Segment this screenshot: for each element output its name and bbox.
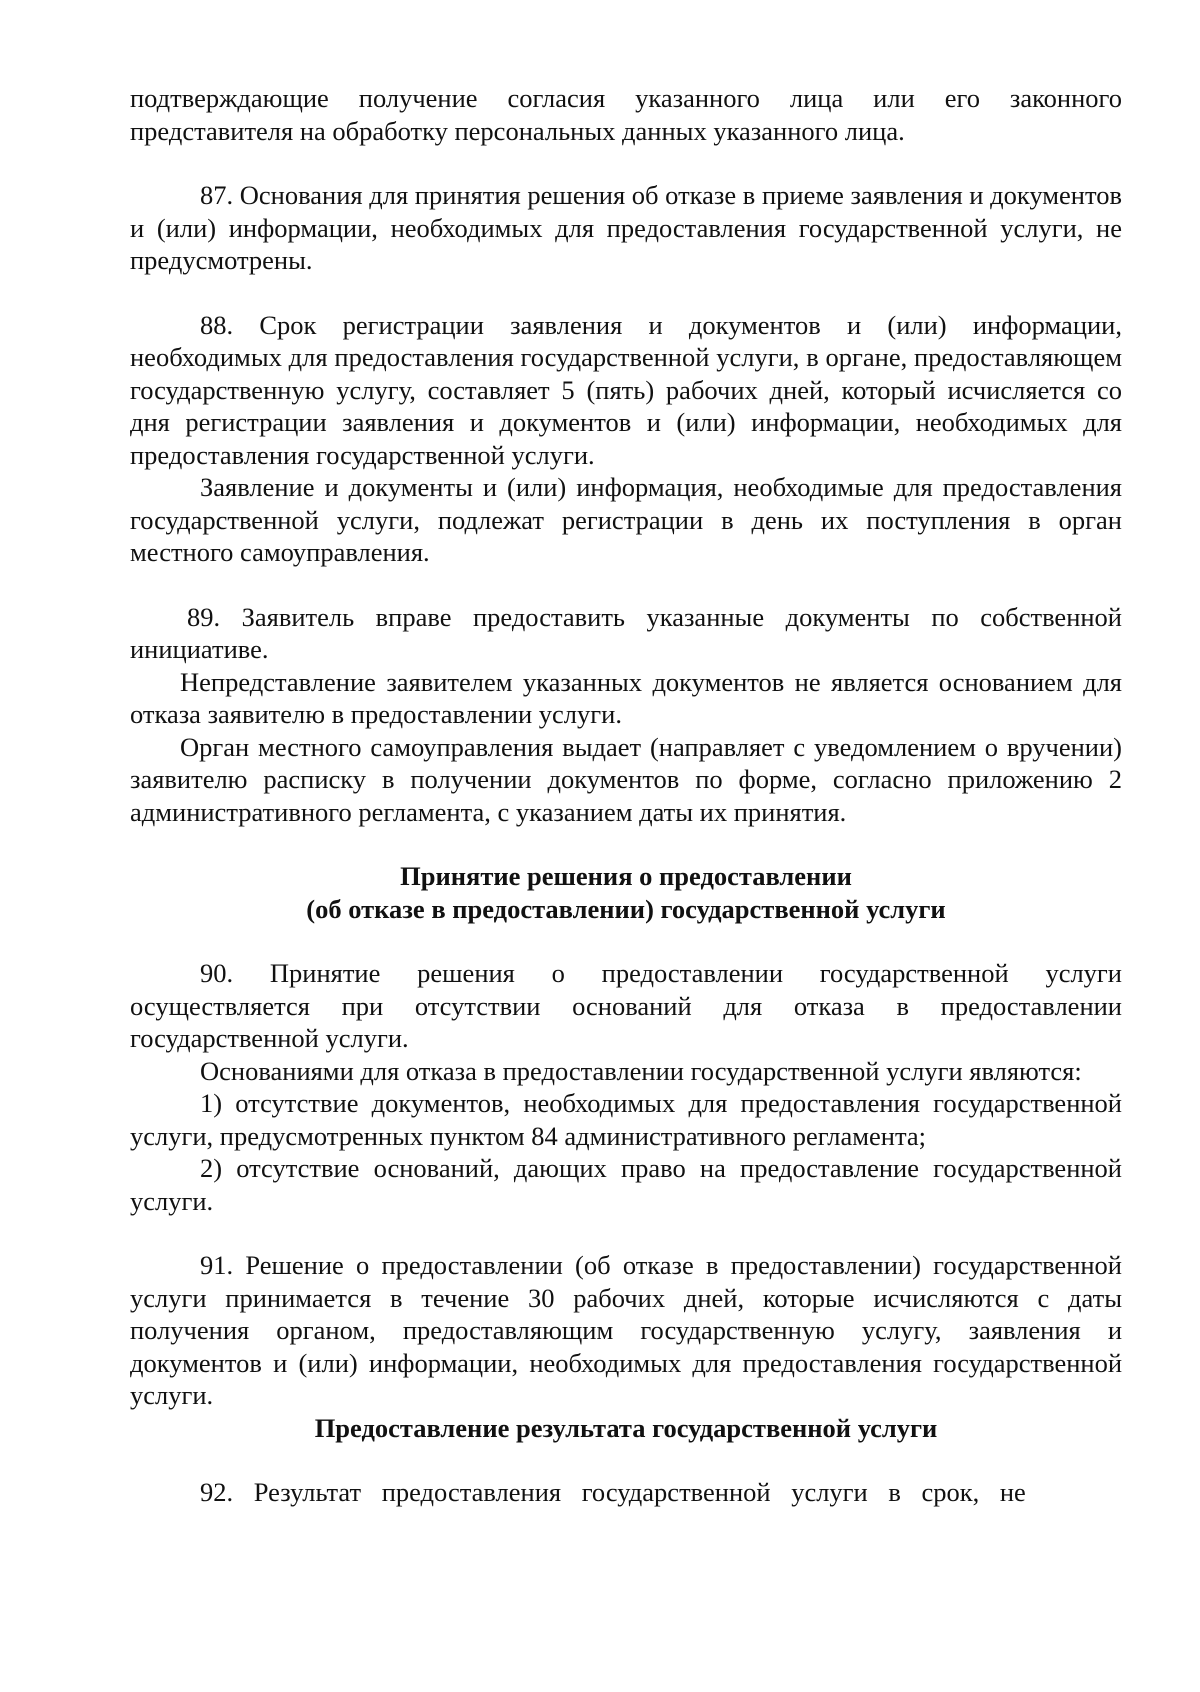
section-heading-result: Предоставление результата государственной услуги [314, 1412, 938, 1443]
paragraph-89: 89. Заявитель вправе предоставить указанные документы по собственной инициативе. [130, 601, 1122, 664]
paragraph-90-grounds: Основаниями для отказа в предоставлении государственной услуги являются: [200, 1055, 1082, 1086]
paragraph-90: 90. Принятие решения о предоставлении государственной услуги осуществляется при отсутствии оснований для отказа в предоставлении государственной услуги. [130, 958, 1122, 1053]
paragraph-87: 87. Основания для принятия решения об отказе в приеме заявления и документов и (или) информации, необходимых для предоставления государственной услуги, не предусмотрены. [130, 180, 1122, 275]
paragraph-89-receipt: Орган местного самоуправления выдает (направляет с уведомлением о вручении) заявителю расписку в получении документов по форме, согласно приложению 2 административного регламента, с указанием даты их принятия. [130, 731, 1122, 827]
section-heading-decision-line1: Принятие решения о предоставлении [400, 861, 852, 891]
document-page [130, 82, 1122, 1509]
paragraph-90-item-1: 1) отсутствие документов, необходимых для предоставления государственной услуги, предусмотренных пунктом 84 административного регламента; [130, 1088, 1122, 1151]
paragraph-88: 88. Срок регистрации заявления и документов и (или) информации, необходимых для предоставления государственной услуги, в органе, предоставляющем государственную услугу, составляет 5 (пять) рабочих дней, который исчисляется со дня регистрации заявления и документов и (или) информации, необходимых для предоставления государственной услуги. [130, 309, 1122, 470]
paragraph-91: 91. Решение о предоставлении (об отказе в предоставлении) государственной услуги принимается в течение 30 рабочих дней, которые исчисляются с даты получения органом, предоставляющим государственную услугу, заявления и документов и (или) информации, необходимых для предоставления государственной услуги. [130, 1250, 1122, 1410]
paragraph-continuation: подтверждающие получение согласия указанного лица или его законного представителя на обработку персональных данных указанного лица. [130, 83, 1122, 146]
paragraph-90-item-2: 2) отсутствие оснований, дающих право на предоставление государственной услуги. [130, 1153, 1122, 1216]
paragraph-88-registration: Заявление и документы и (или) информация, необходимые для предоставления государственной услуги, подлежат регистрации в день их поступления в орган местного самоуправления. [130, 472, 1122, 567]
paragraph-89-non-submission: Непредставление заявителем указанных документов не является основанием для отказа заявителю в предоставлении услуги. [130, 666, 1122, 729]
section-heading-decision-line2: (об отказе в предоставлении) государственной услуги [306, 893, 946, 924]
section-heading-decision [130, 860, 1122, 925]
paragraph-92: 92. Результат предоставления государственной услуги в срок, не [200, 1477, 1026, 1507]
